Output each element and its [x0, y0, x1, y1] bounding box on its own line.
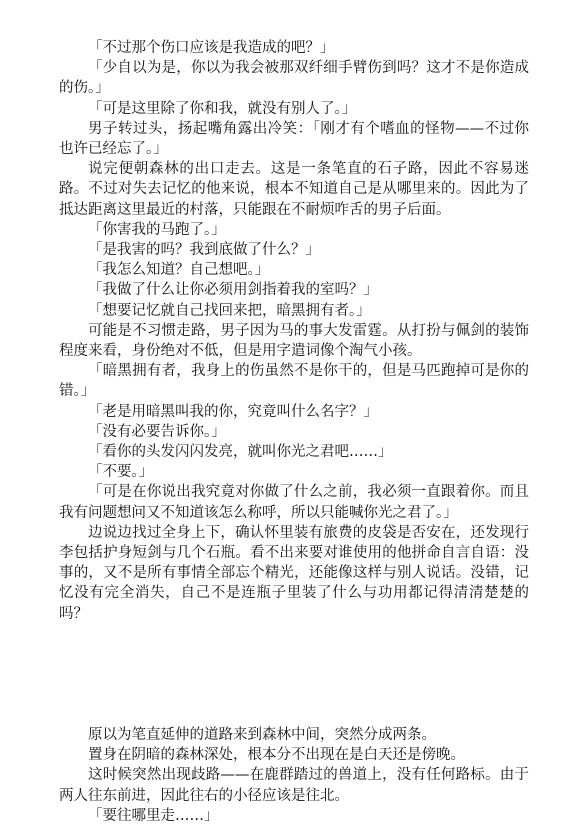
paragraph: 「想要记忆就自己找回来把，暗黑拥有者。」	[88, 302, 371, 319]
paragraph: 「看你的头发闪闪发亮，就叫你光之君吧……」	[88, 444, 393, 461]
paragraph: 「不要。」	[88, 464, 154, 481]
paragraph: 「暗黑拥有者，我身上的伤虽然不是你干的，但是马匹跑掉可是你的错。」	[59, 363, 529, 400]
paragraph: 「不过那个伤口应该是我造成的吧？」	[88, 40, 335, 56]
paragraph: 「要往哪里走……」	[88, 807, 219, 824]
paragraph: 原以为笔直延伸的道路来到森林中间，突然分成两条。	[88, 726, 436, 743]
paragraph: 「可是这里除了你和我，就没有别人了。」	[88, 100, 357, 117]
paragraph: 说完便朝森林的出口走去。这是一条笔直的石子路，因此不容易迷路。不过对失去记忆的他来说，根本不知道自己是从哪里来的。因此为了抵达距离这里最近的村落，只能跟在不耐烦咋舌的男子后面。	[59, 161, 529, 218]
paragraph: 这时候突然出现歧路——在鹿群踏过的兽道上，没有任何路标。由于两人往东前进，因此往右的小径应该是往北。	[59, 767, 529, 804]
section-break	[59, 624, 529, 725]
paragraph: 「老是用暗黑叫我的你，究竟叫什么名字？」	[88, 403, 378, 420]
paragraph: 「你害我的马跑了。」	[88, 221, 226, 238]
text-body	[59, 38, 529, 826]
paragraph: 边说边找过全身上下，确认怀里装有旅费的皮袋是否安在，还发现行李包括护身短剑与几个石瓶。看不出来要对谁使用的他拼命自言自语：没事的，又不是所有事情全部忘个精光，还能像这样与别人说话。没错，记忆没有完全消失，自己不是连瓶子里装了什么与功用都记得清清楚楚的吗？	[59, 524, 529, 622]
paragraph: 「是我害的吗？我到底做了什么？」	[88, 242, 320, 259]
paragraph: 「我做了什么让你必须用剑指着我的室吗？」	[88, 282, 378, 299]
paragraph: 男子转过头，扬起嘴角露出冷笑：「刚才有个嗜血的怪物——不过你也许已经忘了。」	[59, 120, 529, 158]
paragraph: 可能是不习惯走路，男子因为马的事大发雷霆。从打扮与佩剑的装饰程度来看，身份绝对不低，但是用字遣词像个淘气小孩。	[59, 322, 529, 360]
paragraph: 「我怎么知道？自己想吧。」	[88, 262, 270, 279]
paragraph: 置身在阴暗的森林深处，根本分不出现在是白天还是傍晚。	[88, 747, 465, 764]
paragraph: 「少自以为是，你以为我会被那双纤细手臂伤到吗？这才不是你造成的伤。」	[59, 60, 529, 97]
paragraph: 「可是在你说出我究竟对你做了什么之前，我必须一直跟着你。而且我有问题想问又不知道该怎么称呼，所以只能喊你光之君了。」	[59, 484, 529, 521]
paragraph: 「没有必要告诉你。」	[88, 423, 226, 440]
